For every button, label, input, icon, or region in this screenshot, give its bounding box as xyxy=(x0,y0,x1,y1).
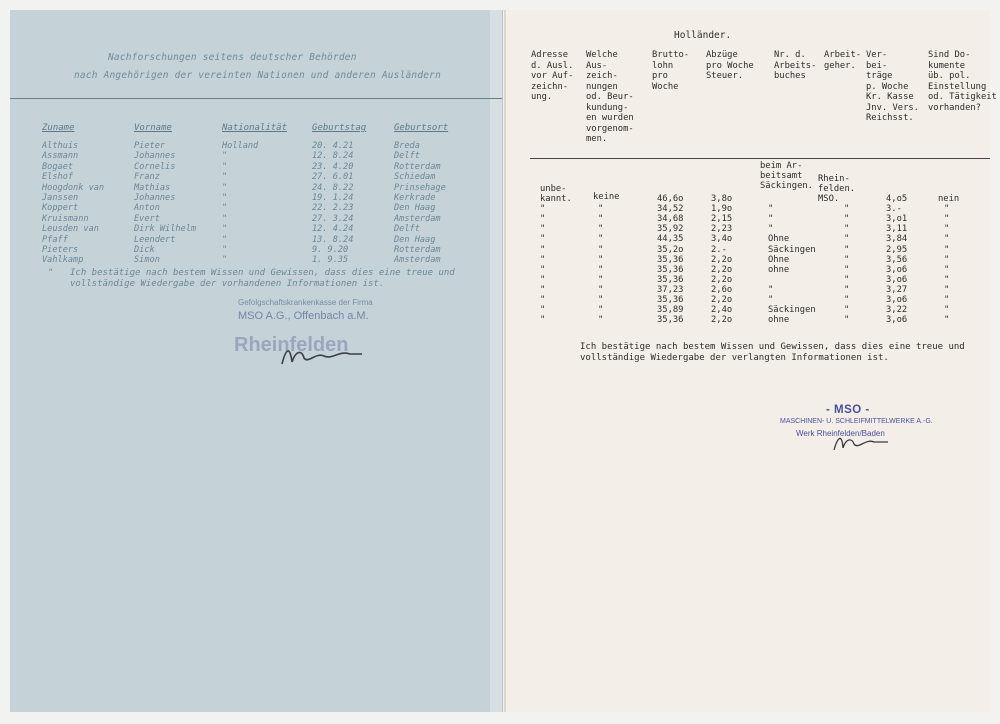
table-row xyxy=(42,224,472,233)
cell-vorname: Simon xyxy=(134,255,160,266)
cell-auszeichnungen: " xyxy=(598,305,604,316)
cell-geburtstag: 12. 4.24 xyxy=(312,224,354,235)
cell-arbeitgeber: " xyxy=(844,244,850,255)
cell-zuname: Elshof xyxy=(42,172,74,183)
cell-steuer: 2,2o xyxy=(711,264,733,275)
cell-dokumente: " xyxy=(944,274,950,285)
cell-bruttolohn: 37,23 xyxy=(657,284,684,295)
cell-nationalitaet: " xyxy=(222,255,228,266)
cell-steuer: 2.- xyxy=(711,244,727,255)
header-arbeitgeber: Arbeit- geher. xyxy=(824,50,862,71)
mso-stamp-title: - MSO - xyxy=(826,404,870,416)
dokumente-value: nein xyxy=(938,194,960,204)
cell-arbeitgeber: " xyxy=(844,284,850,295)
cell-geburtsort: Rotterdam xyxy=(394,245,441,255)
table-row xyxy=(42,193,472,202)
cell-steuer: 3,4o xyxy=(711,234,733,245)
cell-auszeichnungen: " xyxy=(598,284,604,295)
left-title: Nachforschungen seitens deutscher Behörden xyxy=(108,52,357,63)
cell-adresse: " xyxy=(540,295,546,305)
cell-steuer: 3,8o xyxy=(711,194,733,204)
cell-vorname: Pieter xyxy=(134,141,166,151)
cell-dokumente: " xyxy=(944,284,950,295)
table-row xyxy=(42,214,472,223)
header-abzuege: Abzüge pro Woche Steuer. xyxy=(706,50,754,81)
cell-arbeitgeber: " xyxy=(844,254,850,265)
cell-beitraege: 3.- xyxy=(886,204,902,215)
cell-adresse: " xyxy=(540,305,546,316)
cell-geburtsort: Schiedam xyxy=(394,172,436,183)
stamp-text-line3: Rheinfelden xyxy=(234,334,349,356)
cell-dokumente: " xyxy=(944,204,950,215)
cell-beitraege: 3,22 xyxy=(886,305,908,316)
cell-bruttolohn: 35,92 xyxy=(657,224,684,235)
col-header-geburtstag: Geburtstag xyxy=(312,123,367,133)
cell-bruttolohn: 34,68 xyxy=(657,214,684,225)
cell-arbeitgeber: " xyxy=(844,274,850,285)
cell-auszeichnungen: " xyxy=(598,214,604,225)
cell-dokumente: " xyxy=(944,295,950,305)
cell-bruttolohn: 35,36 xyxy=(657,264,684,275)
cell-vorname: Leendert xyxy=(134,234,176,245)
left-signature xyxy=(276,340,366,370)
header-dokumente: Sind Do- kumente üb. pol. Einstellung od. Tätigkeit vorhanden? xyxy=(928,50,997,113)
cell-zuname: Kruismann xyxy=(42,213,89,224)
table-row xyxy=(42,235,472,244)
cell-vorname: Franz xyxy=(134,172,160,183)
cell-bruttolohn: 35,36 xyxy=(657,315,684,326)
cell-vorname: Mathias xyxy=(134,182,171,193)
cell-arbeitgeber: " xyxy=(844,305,850,316)
col-header-vorname: Vorname xyxy=(134,123,172,133)
header-auszeichnungen: Welche Aus- zeich- nungen od. Beur- kundung- en wurden vorgenom- men. xyxy=(586,50,634,144)
cell-nationalitaet: " xyxy=(222,151,228,162)
cell-auszeichnungen: " xyxy=(598,204,604,215)
header-adresse: Adresse d. Ausl. vor Auf- zeichn- ung. xyxy=(531,50,574,102)
cell-arbeitsbuch: ohne xyxy=(768,264,790,275)
table-row xyxy=(42,245,472,254)
cell-vorname: Dirk Wilhelm xyxy=(134,224,197,235)
note-bullet: " xyxy=(48,268,54,278)
cell-adresse: " xyxy=(540,214,546,225)
cell-vorname: Dick xyxy=(134,245,155,255)
cell-auszeichnungen: " xyxy=(598,315,604,326)
cell-nationalitaet: " xyxy=(222,245,228,255)
left-subtitle: nach Angehörigen der vereinten Nationen und anderen Ausländern xyxy=(74,70,442,81)
cell-beitraege: 3,o6 xyxy=(886,315,908,326)
header-bruttolohn: Brutto- lohn pro Woche xyxy=(652,50,690,92)
cell-arbeitgeber: " xyxy=(844,295,850,305)
cell-nationalitaet: " xyxy=(222,213,228,224)
cell-geburtsort: Amsterdam xyxy=(394,255,441,266)
cell-dokumente: " xyxy=(944,244,950,255)
cell-adresse: " xyxy=(540,204,546,215)
cell-zuname: Pieters xyxy=(42,245,79,255)
right-header-rule xyxy=(530,158,990,159)
adresse-value: unbe- kannt. xyxy=(540,184,572,204)
right-title: Holländer. xyxy=(674,30,732,41)
cell-arbeitsbuch: " xyxy=(768,284,774,295)
right-certification-note: Ich bestätige nach bestem Wissen und Gewissen, dass dies eine treue und vollständige Wiedergabe der verlangten Informationen ist. xyxy=(580,342,965,363)
cell-arbeitsbuch: Säckingen xyxy=(768,305,816,316)
cell-arbeitgeber: " xyxy=(844,204,850,215)
cell-vorname: Johannes xyxy=(134,151,176,162)
cell-geburtsort: Den Haag xyxy=(394,203,436,214)
col-header-nationalitaet: Nationalität xyxy=(222,123,288,133)
cell-bruttolohn: 35,36 xyxy=(657,254,684,265)
cell-beitraege: 3,o1 xyxy=(886,214,908,225)
cell-geburtstag: 9. 9.20 xyxy=(312,245,349,255)
cell-nationalitaet: " xyxy=(222,182,228,193)
table-row xyxy=(42,162,472,171)
cell-vorname: Anton xyxy=(134,203,160,214)
cell-bruttolohn: 35,89 xyxy=(657,305,684,316)
cell-zuname: Assmann xyxy=(42,151,79,162)
cell-dokumente: " xyxy=(944,315,950,326)
cell-auszeichnungen: " xyxy=(598,254,604,265)
cell-vorname: Johannes xyxy=(134,193,176,203)
stamp-text-line2: MSO A.G., Offenbach a.M. xyxy=(238,310,369,322)
cell-adresse: " xyxy=(540,234,546,245)
cell-steuer: 2,15 xyxy=(711,214,733,225)
stamp-text-line1: Gefolgschaftskrankenkasse der Firma xyxy=(238,298,373,307)
cell-nationalitaet: " xyxy=(222,203,228,214)
cell-geburtsort: Prinsehage xyxy=(394,182,446,193)
table-row xyxy=(42,183,472,192)
cell-geburtsort: Breda xyxy=(394,141,420,151)
table-row xyxy=(42,151,472,160)
cell-auszeichnungen: " xyxy=(598,264,604,275)
cell-arbeitsbuch: ohne xyxy=(768,315,790,326)
cell-zuname: Hoogdonk van xyxy=(42,182,105,193)
cell-adresse: " xyxy=(540,274,546,285)
cell-geburtstag: 1. 9.35 xyxy=(312,255,349,266)
cell-geburtsort: Amsterdam xyxy=(394,213,441,224)
cell-geburtsort: Rotterdam xyxy=(394,161,441,172)
cell-beitraege: 3,11 xyxy=(886,224,908,235)
cell-geburtstag: 20. 4.21 xyxy=(312,141,354,151)
cell-arbeitsbuch: " xyxy=(768,214,774,225)
page-edge-strip xyxy=(490,10,502,712)
cell-steuer: 2,2o xyxy=(711,254,733,265)
cell-beitraege: 4,o5 xyxy=(886,194,908,204)
left-certification-note: Ich bestätige nach bestem Wissen und Gewissen, dass dies eine treue und vollständige Wiedergabe der vorhandenen Informationen ist. xyxy=(70,268,455,289)
table-row xyxy=(42,141,472,150)
cell-dokumente: " xyxy=(944,234,950,245)
cell-zuname: Janssen xyxy=(42,193,79,203)
cell-geburtstag: 23. 4.20 xyxy=(312,161,354,172)
cell-bruttolohn: 35,2o xyxy=(657,244,684,255)
cell-zuname: Koppert xyxy=(42,203,79,214)
cell-geburtstag: 27. 3.24 xyxy=(312,213,354,224)
cell-steuer: 2,4o xyxy=(711,305,733,316)
cell-arbeitsbuch: " xyxy=(768,224,774,235)
cell-zuname: Althuis xyxy=(42,141,79,151)
cell-zuname: Leusden van xyxy=(42,224,99,235)
cell-bruttolohn: 46,6o xyxy=(657,194,684,204)
cell-beitraege: 3,o6 xyxy=(886,295,908,305)
cell-nationalitaet: " xyxy=(222,161,228,172)
cell-dokumente: " xyxy=(944,224,950,235)
cell-adresse: " xyxy=(540,284,546,295)
cell-auszeichnungen: " xyxy=(598,244,604,255)
table-row xyxy=(42,172,472,181)
cell-dokumente: " xyxy=(944,214,950,225)
cell-dokumente: " xyxy=(944,254,950,265)
cell-beitraege: 3,27 xyxy=(886,284,908,295)
mso-stamp-company: MASCHINEN- U. SCHLEIFMITTELWERKE A.-G. xyxy=(780,418,933,425)
left-page xyxy=(10,10,503,712)
left-header-rule xyxy=(10,98,502,99)
cell-steuer: 2,23 xyxy=(711,224,733,235)
cell-dokumente: " xyxy=(944,264,950,275)
cell-arbeitsbuch: " xyxy=(768,204,774,215)
cell-adresse: " xyxy=(540,254,546,265)
cell-nationalitaet: " xyxy=(222,193,228,203)
cell-auszeichnungen: " xyxy=(598,224,604,235)
col-header-geburtsort: Geburtsort xyxy=(394,123,449,133)
right-signature xyxy=(830,430,890,454)
cell-geburtstag: 19. 1.24 xyxy=(312,193,354,203)
cell-arbeitsbuch: Ohne xyxy=(768,234,790,245)
cell-arbeitsbuch: Säckingen xyxy=(768,244,816,255)
cell-arbeitsbuch: Ohne xyxy=(768,254,790,265)
cell-arbeitgeber: " xyxy=(844,234,850,245)
cell-geburtstag: 24. 8.22 xyxy=(312,182,354,193)
cell-beitraege: 3,56 xyxy=(886,254,908,265)
cell-bruttolohn: 35,36 xyxy=(657,274,684,285)
cell-bruttolohn: 34,52 xyxy=(657,204,684,215)
cell-geburtstag: 27. 6.01 xyxy=(312,172,354,183)
cell-arbeitgeber: " xyxy=(844,214,850,225)
mso-stamp-location: Werk Rheinfelden/Baden xyxy=(796,429,885,438)
cell-steuer: 2,2o xyxy=(711,315,733,326)
cell-adresse: " xyxy=(540,244,546,255)
cell-nationalitaet: " xyxy=(222,224,228,235)
auszeichnungen-value: keine xyxy=(593,192,620,202)
cell-nationalitaet: " xyxy=(222,172,228,183)
cell-auszeichnungen: " xyxy=(598,274,604,285)
cell-bruttolohn: 35,36 xyxy=(657,295,684,305)
cell-arbeitgeber: " xyxy=(844,264,850,275)
cell-beitraege: 3,o6 xyxy=(886,264,908,275)
cell-steuer: 1,9o xyxy=(711,204,733,215)
cell-arbeitsbuch: " xyxy=(768,295,774,305)
cell-steuer: 2,2o xyxy=(711,295,733,305)
cell-geburtstag: 12. 8.24 xyxy=(312,151,354,162)
header-arbeitsbuch: Nr. d. Arbeits- buches xyxy=(774,50,817,81)
cell-adresse: " xyxy=(540,315,546,326)
cell-zuname: Bogaet xyxy=(42,161,74,172)
cell-geburtsort: Kerkrade xyxy=(394,193,436,203)
header-beitraege: Ver- bei- träge p. Woche Kr. Kasse Jnv. Vers. Reichsst. xyxy=(866,50,919,123)
cell-auszeichnungen: " xyxy=(598,295,604,305)
cell-geburtstag: 22. 2.23 xyxy=(312,203,354,214)
arbeitsbuch-group-label: beim Ar- beitsamt Säckingen. xyxy=(760,161,813,191)
cell-dokumente: " xyxy=(944,305,950,316)
cell-beitraege: 3,84 xyxy=(886,234,908,245)
cell-geburtstag: 13. 8.24 xyxy=(312,234,354,245)
cell-geburtsort: Delft xyxy=(394,151,420,162)
cell-arbeitgeber: " xyxy=(844,315,850,326)
table-row xyxy=(42,203,472,212)
cell-adresse: " xyxy=(540,224,546,235)
cell-geburtsort: Delft xyxy=(394,224,420,235)
col-header-zuname: Zuname xyxy=(42,123,75,133)
cell-zuname: Pfaff xyxy=(42,234,68,245)
cell-nationalitaet: Holland xyxy=(222,141,259,151)
cell-zuname: Vahlkamp xyxy=(42,255,84,266)
cell-beitraege: 3,o6 xyxy=(886,274,908,285)
cell-nationalitaet: " xyxy=(222,234,228,245)
cell-beitraege: 2,95 xyxy=(886,244,908,255)
cell-steuer: 2,2o xyxy=(711,274,733,285)
cell-adresse: " xyxy=(540,264,546,275)
cell-steuer: 2,6o xyxy=(711,284,733,295)
cell-auszeichnungen: " xyxy=(598,234,604,245)
cell-bruttolohn: 44,35 xyxy=(657,234,684,245)
cell-arbeitgeber: " xyxy=(844,224,850,235)
cell-vorname: Evert xyxy=(134,213,160,224)
arbeitgeber-group-label: Rhein- felden. MSO. xyxy=(818,174,856,204)
cell-vorname: Cornelis xyxy=(134,161,176,172)
table-row xyxy=(42,255,472,264)
cell-geburtsort: Den Haag xyxy=(394,234,436,245)
